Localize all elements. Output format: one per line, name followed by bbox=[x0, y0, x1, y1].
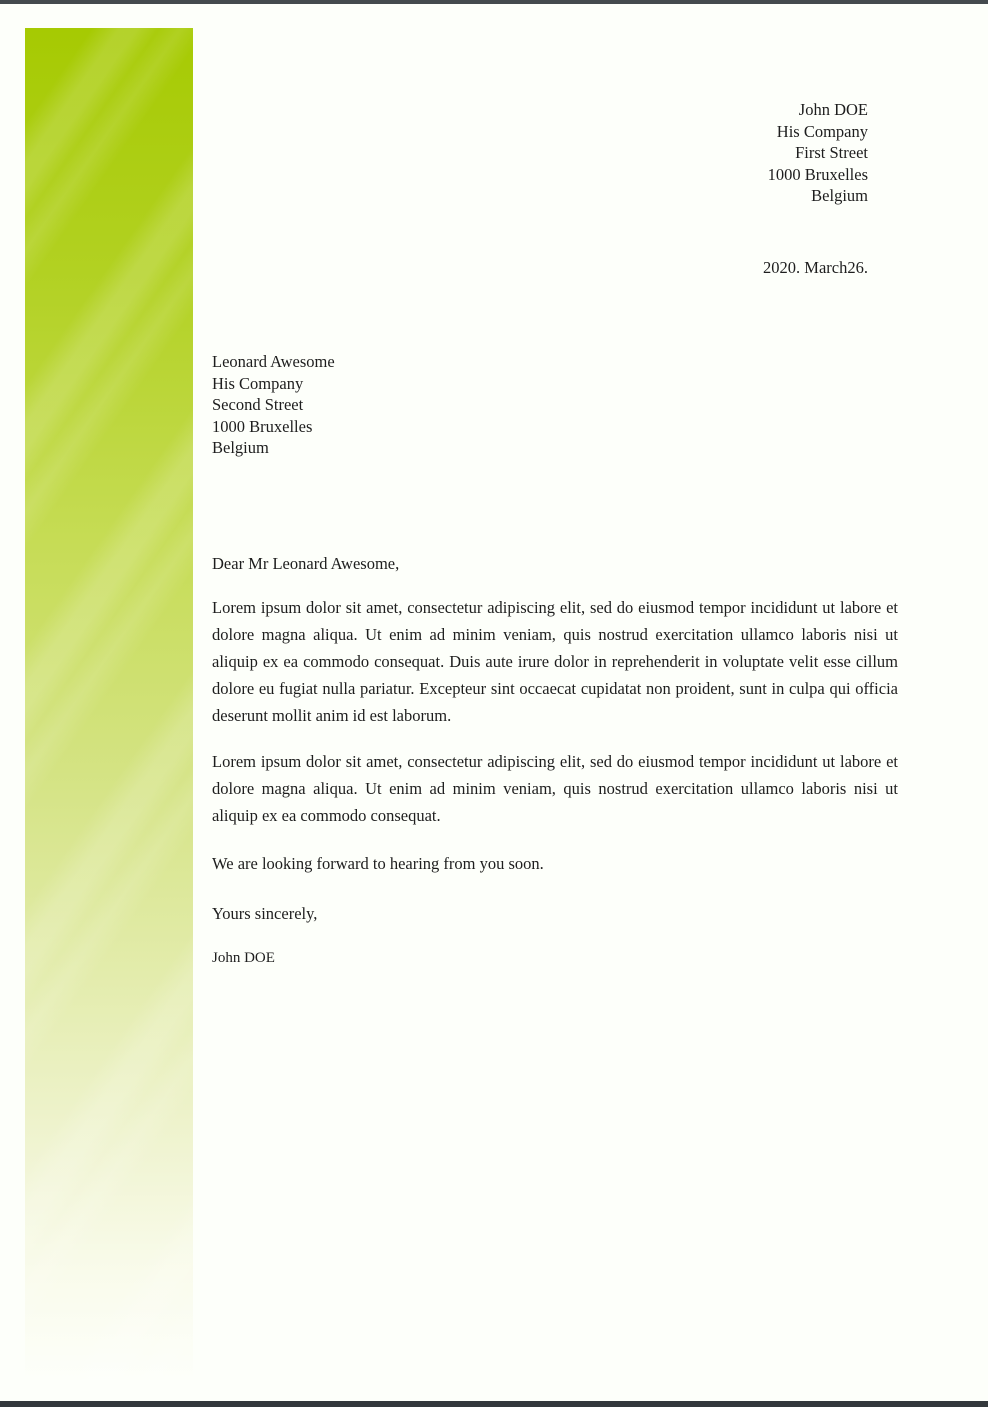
recipient-company: His Company bbox=[212, 373, 304, 393]
recipient-name: Leonard Awesome bbox=[212, 352, 335, 371]
recipient-street: Second Street bbox=[212, 395, 304, 415]
sender-street: First Street bbox=[795, 143, 868, 163]
recipient-country: Belgium bbox=[212, 438, 269, 458]
letter-date: 2020. March26. bbox=[763, 258, 868, 277]
green-gradient-sidebar bbox=[25, 28, 193, 1380]
body-paragraph-2: Lorem ipsum dolor sit amet, consectetur adipiscing elit, sed do eiusmod tempor incididunt ut labore et dolore magna aliqua. Ut enim ad minim veniam, quis nostrud exercitation ullamco laboris nisi ut aliquip ex ea commodo consequat. bbox=[212, 752, 898, 825]
salutation: Dear Mr Leonard Awesome, bbox=[212, 554, 400, 573]
sender-city: 1000 Bruxelles bbox=[767, 164, 868, 184]
sender-address-block bbox=[768, 99, 868, 207]
sender-name: John DOE bbox=[798, 100, 868, 119]
sender-company: His Company bbox=[776, 121, 868, 141]
signature-name: John DOE bbox=[212, 950, 275, 966]
page-top-edge bbox=[0, 0, 988, 4]
recipient-address-block bbox=[212, 351, 335, 459]
page-bottom-edge bbox=[0, 1401, 988, 1407]
body-paragraph-1: Lorem ipsum dolor sit amet, consectetur adipiscing elit, sed do eiusmod tempor incididunt ut labore et dolore magna aliqua. Ut enim ad minim veniam, quis nostrud exercitation ullamco laboris nisi ut aliquip ex ea commodo consequat. Duis aute irure dolor in reprehenderit in voluptate velit esse cillum dolore eu fugiat nulla pariatur. Excepteur sint occaecat cupidatat non proident, sunt in culpa qui officia deserunt mollit anim id est laborum. bbox=[212, 598, 898, 725]
closing-line: We are looking forward to hearing from you soon. bbox=[212, 854, 544, 873]
sender-country: Belgium bbox=[811, 186, 868, 206]
valediction: Yours sincerely, bbox=[212, 904, 318, 923]
recipient-city: 1000 Bruxelles bbox=[212, 416, 313, 436]
